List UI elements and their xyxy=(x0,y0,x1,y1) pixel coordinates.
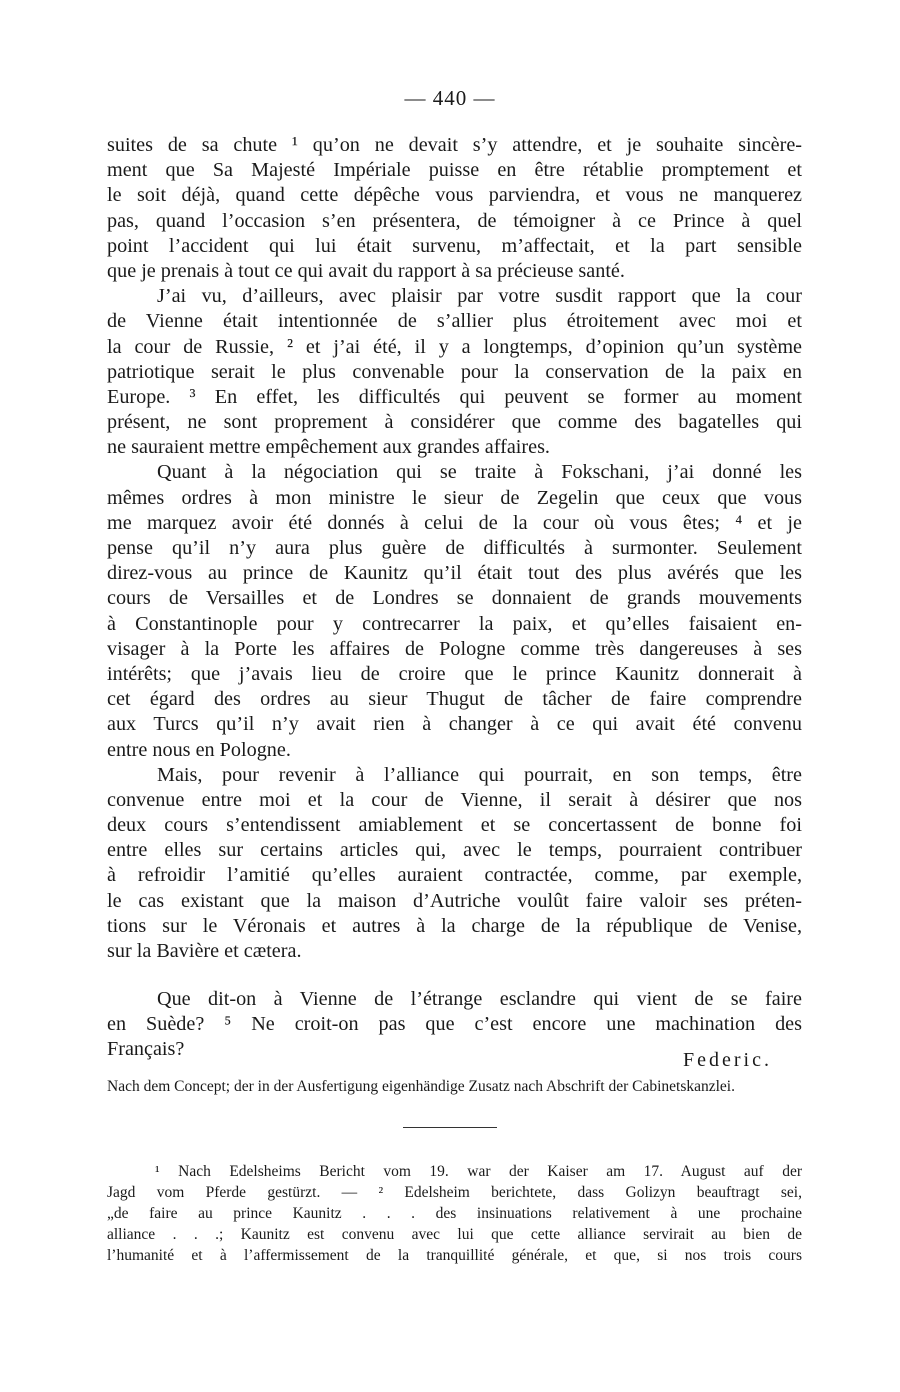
text-line: la cour de Russie, ² et j’ai été, il y a longtemps, d’opinion qu’un système xyxy=(107,335,802,358)
source-note: Nach dem Concept; der in der Ausfertigung eigenhändige Zusatz nach Abschrift der Cabinetskanzlei. xyxy=(107,1078,735,1095)
text-line: mêmes ordres à mon ministre le sieur de Zegelin que ceux que vous xyxy=(107,486,802,509)
text-line: ment que Sa Majesté Impériale puisse en être rétablie promptement et xyxy=(107,159,802,182)
text-line: entre elles sur certains articles qui, avec le temps, pourraient contribuer xyxy=(107,839,802,862)
text-line: deux cours s’entendissent amiablement et se concertassent de bonne foi xyxy=(107,814,802,837)
text-line: tions sur le Véronais et autres à la charge de la république de Venise, xyxy=(107,914,802,937)
text-line: Quant à la négociation qui se traite à Fokschani, j’ai donné les xyxy=(157,461,802,484)
text-line: J’ai vu, d’ailleurs, avec plaisir par votre susdit rapport que la cour xyxy=(157,285,802,308)
text-line: entre nous en Pologne. xyxy=(107,738,291,761)
text-line: cours de Versailles et de Londres se donnaient de grands mouvements xyxy=(107,587,802,610)
footnote-line: l’humanité et à l’affermissement de la tranquillité générale, et que, si nos trois cours xyxy=(107,1247,802,1264)
text-line: pense qu’il n’y aura plus guère de difficultés à surmonter. Seulement xyxy=(107,537,802,559)
text-line: direz-vous au prince de Kaunitz qu’il était tout des plus avérés que les xyxy=(107,562,802,585)
text-line: à Constantinople pour y contrecarrer la paix, et qu’elles faisaient en- xyxy=(107,612,802,635)
footnote-line: „de faire au prince Kaunitz . . . des insinuations relativement à une prochaine xyxy=(107,1205,802,1222)
text-line: cet égard des ordres au sieur Thugut de tâcher de faire comprendre xyxy=(107,688,802,711)
footnote-line: alliance . . .; Kaunitz est convenu avec lui que cette alliance servirait au bien de xyxy=(107,1226,802,1243)
main-text xyxy=(107,133,802,964)
text-line: présent, ne sont proprement à considérer que comme des bagatelles qui xyxy=(107,411,802,434)
text-line: suites de sa chute ¹ qu’on ne devait s’y attendre, et je souhaite sincère- xyxy=(107,134,802,156)
text-line: le cas existant que la maison d’Autriche voulût faire valoir ses préten- xyxy=(107,889,802,912)
text-line: point l’accident qui lui était survenu, m’affectait, et la part sensible xyxy=(107,234,802,257)
text-line: convenue entre moi et la cour de Vienne, il serait à désirer que nos xyxy=(107,788,802,811)
footnote-line: Jagd vom Pferde gestürzt. — ² Edelsheim berichtete, dass Golizyn beauftragt sei, xyxy=(107,1184,802,1201)
text-line: ne sauraient mettre empêchement aux grandes affaires. xyxy=(107,436,550,459)
text-line: Que dit-on à Vienne de l’étrange esclandre qui vient de se faire xyxy=(157,988,802,1010)
text-line: me marquez avoir été donnés à celui de la cour où vous êtes; ⁴ et je xyxy=(107,511,802,534)
footnote-divider xyxy=(403,1127,497,1128)
text-line: Mais, pour revenir à l’alliance qui pourrait, en son temps, être xyxy=(157,763,802,786)
text-line: sur la Bavière et cætera. xyxy=(107,940,302,962)
page-number: — 440 — xyxy=(404,86,496,110)
signature: Federic. xyxy=(683,1049,772,1071)
text-line: aux Turcs qu’il n’y avait rien à changer à ce qui avait été convenu xyxy=(107,713,802,736)
text-line: patriotique serait le plus convenable pour la conservation de la paix en xyxy=(107,360,802,383)
text-line: intérêts; que j’avais lieu de croire que le prince Kaunitz donnerait à xyxy=(107,662,802,685)
text-line: Europe. ³ En effet, les difficultés qui peuvent se former au moment xyxy=(107,385,802,408)
text-line: visager à la Porte les affaires de Pologne comme très dangereuses à ses xyxy=(107,637,802,660)
text-line: en Suède? ⁵ Ne croit-on pas que c’est encore une machination des xyxy=(107,1013,802,1036)
text-line: le soit déjà, quand cette dépêche vous parviendra, et vous ne manquerez xyxy=(107,184,802,207)
text-line: à refroidir l’amitié qu’elles auraient contractée, comme, par exemple, xyxy=(107,864,802,887)
text-line: Français? xyxy=(107,1038,185,1061)
text-line: de Vienne était intentionnée de s’allier plus étroitement avec moi et xyxy=(107,310,802,333)
footnotes xyxy=(107,1161,802,1266)
text-line: pas, quand l’occasion s’en présentera, de témoigner à ce Prince à quel xyxy=(107,209,802,232)
footnote-line: ¹ Nach Edelsheims Bericht vom 19. war der Kaiser am 17. August auf der xyxy=(155,1163,802,1180)
text-line: que je prenais à tout ce qui avait du rapport à sa précieuse santé. xyxy=(107,259,625,282)
